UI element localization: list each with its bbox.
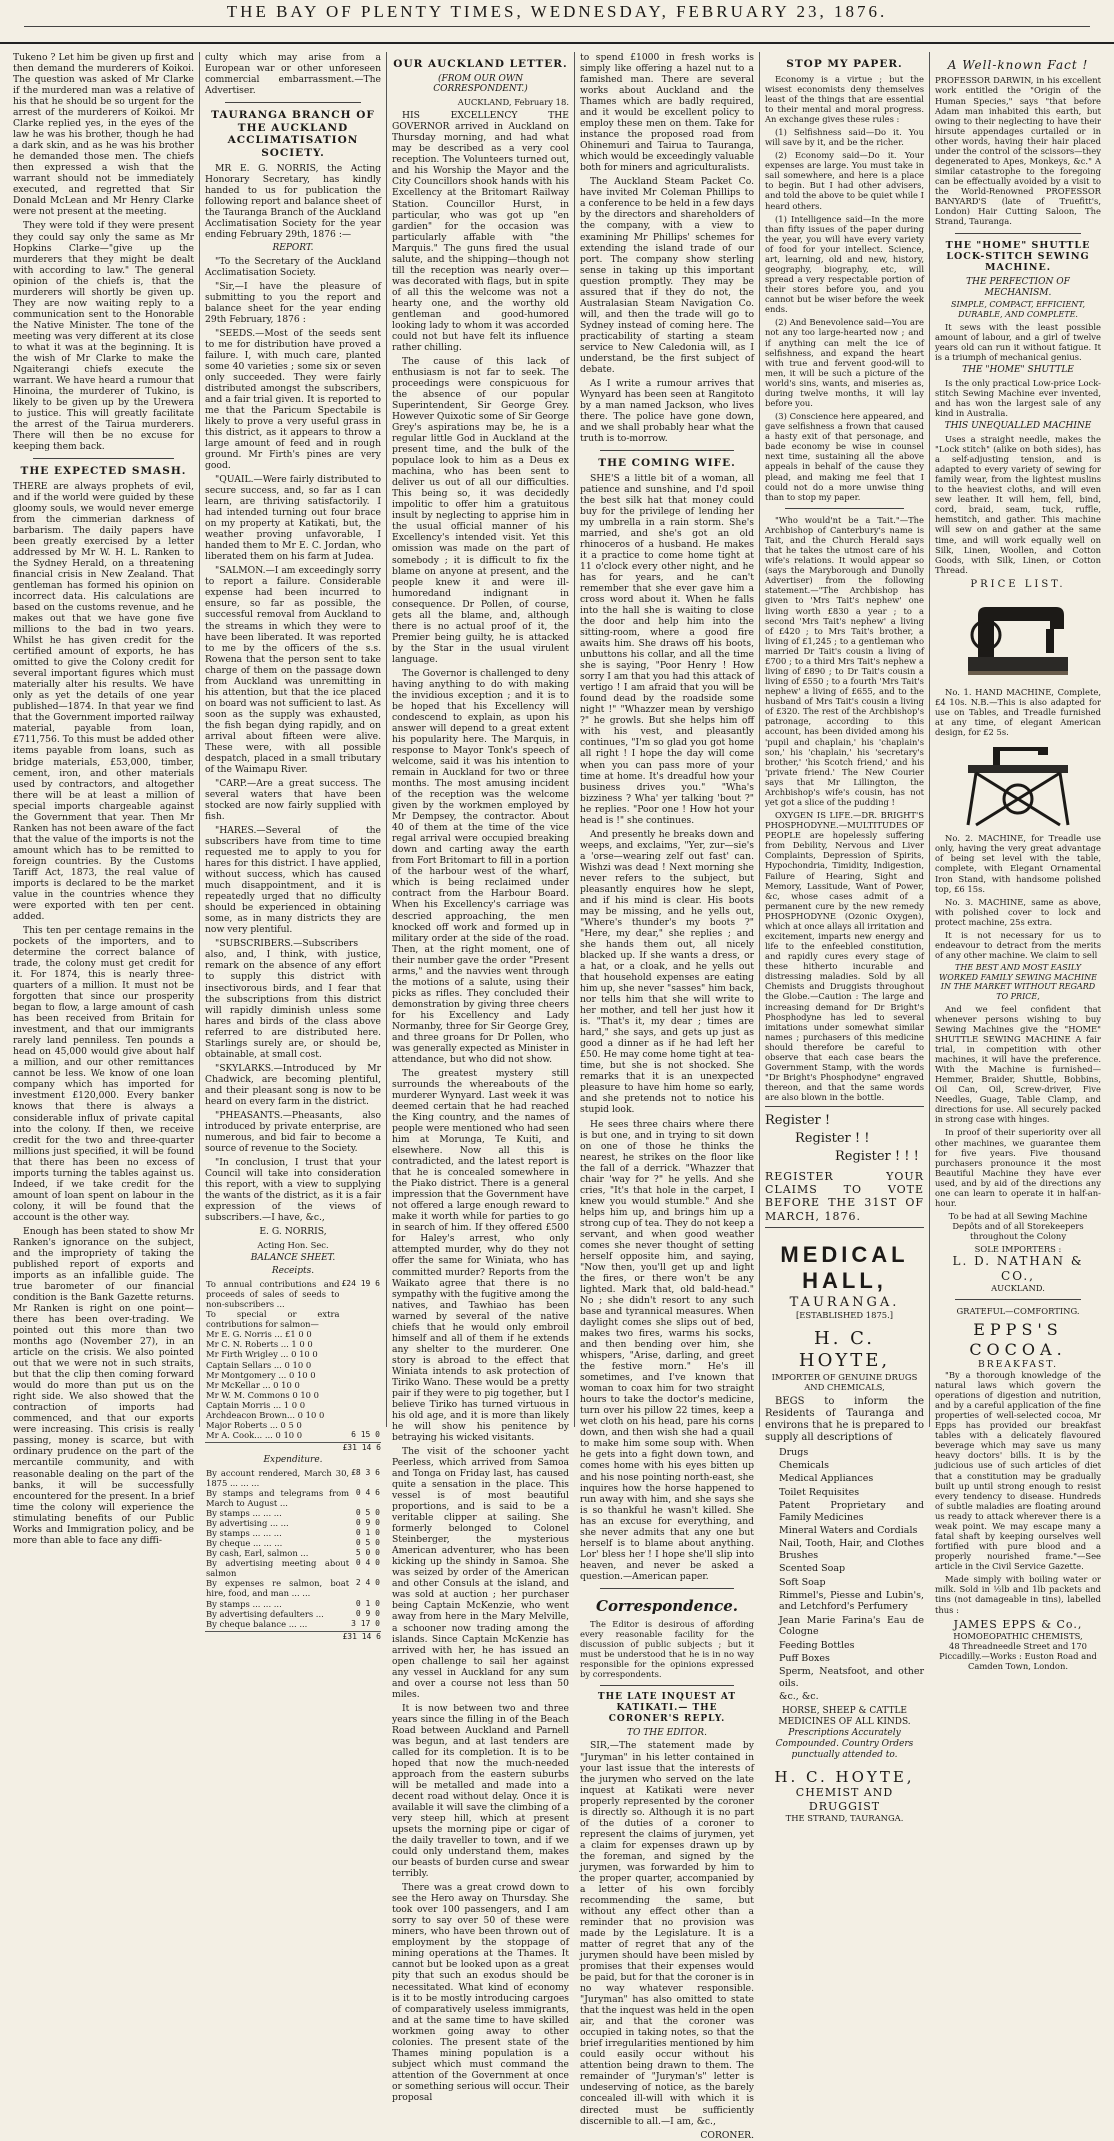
list-item: Rimmel's, Piesse and Lubin's, and Letchford's Perfumery — [779, 1589, 924, 1613]
table-row — [205, 1548, 381, 1558]
established-label: [ESTABLISHED 1875.] — [795, 1310, 894, 1321]
line-amount — [340, 1360, 381, 1370]
table-row — [205, 1380, 381, 1390]
table-row — [205, 1420, 381, 1430]
register-claims: REGISTER YOUR CLAIMS TO VOTE BEFORE THE 31ST OF MARCH, 1876. — [765, 1170, 924, 1223]
line-amount — [340, 1390, 381, 1400]
subheadline: THE PERFECTION OF MECHANISM. — [966, 276, 1070, 298]
breakfast-label: BREAKFAST. — [977, 1358, 1059, 1370]
line-item: By expenses re salmon, boat hire, food, and man ... ... — [206, 1578, 350, 1599]
homeopathic-label: HOMOEOPATHIC CHEMISTS, — [953, 1630, 1083, 1641]
table-row — [205, 1518, 381, 1528]
line-amount — [340, 1380, 381, 1390]
sole-importers-label: SOLE IMPORTERS : — [974, 1244, 1062, 1255]
divider — [600, 1588, 734, 1589]
table-row — [205, 1468, 381, 1488]
list-item: Sperm, Neatsfoot, and other oils. — [779, 1666, 924, 1689]
article-paragraph: "QUAIL.—Were fairly distributed to secure success, and, so far as I can learn, are thriving satisfactorily. I had intended turning out four brace on my property at Katikati, but, the weather proving unfavorable, I handed them to Mr E. C. Jordan, who liberated them on his farm at Judea. — [205, 474, 381, 563]
article-paragraph: Tukeno ? Let him be given up first and then demand the murderers of Koikoi. The question was asked of Mr Clarke if the murdered man was a relative of his that he should be so urgent for the arrest of the murderers of Koikoi. Mr Clarke replied yes, in the eyes of the law he was his brother, though he had a dark skin, and as he was his brother he demanded those men. The chiefs then expressed a wish that the warrant should not be immediately executed, and regretted that Sir Donald McLean and Mr Henry Clarke were not present at the meeting. — [13, 52, 194, 218]
line-item: By cash, Earl, salmon ... — [206, 1548, 309, 1559]
line-amount: 0 9 0 — [355, 1517, 380, 1527]
list-item: Jean Marie Farina's Eau de Cologne — [779, 1614, 924, 1638]
divider — [955, 233, 1081, 234]
table-row — [205, 1578, 381, 1598]
nathan-name: L. D. NATHAN & CO., — [952, 1254, 1084, 1283]
line-amount: 0 5 0 — [355, 1507, 380, 1517]
items-list — [765, 1447, 924, 1703]
line-amount: 3 17 0 — [351, 1618, 380, 1628]
divider — [225, 102, 361, 103]
article-paragraph: culty which may arise from a European war or other unforeseen commercial embarrassment.—The Advertiser. — [205, 52, 381, 97]
prescriptions-line: Prescriptions Accurately Compounded. Country Orders punctually attended to. — [775, 1728, 914, 1760]
line-item: Mr A. Cook... ... 0 10 0 — [206, 1430, 303, 1441]
article-paragraph: (2) And Benevolence said—You are not any too large-hearted now ; and if anything can melt the ice of selfishness, and expand the heart with true and fervent good-will to men, it will be such a picture of the world's sins, wants, and miseries as, during twelve months, it will lay before you. — [765, 317, 924, 409]
column-4 — [575, 52, 760, 2141]
column-2 — [200, 52, 387, 1641]
strand-address: THE STRAND, TAURANGA. — [785, 1812, 904, 1823]
article-paragraph: As I write a rumour arrives that Wynyard has been seen at Rangitoto by a man named Jackson, who lives there. The police have gone down, and we shall probably hear what the truth is to-morrow. — [580, 377, 754, 445]
line-item: By stamps and telegrams from March to August ... — [206, 1487, 350, 1508]
list-item: Toilet Requisites — [779, 1486, 860, 1498]
article-paragraph: "SEEDS.—Most of the seeds sent to me for distribution have proved a failure. I, with much care, planted some 40 varieties ; some six or seven only succeeded. They were fairly distributed amongst the subscribers, and a fair trial given. It is reported to me that the Paricum Spectabile is likely to prove a very useful grass in this district, as it appears to throw a large amount of feed and in rough ground. Mr Firth's pines are very good. — [205, 327, 381, 472]
expenditure-table — [205, 1468, 381, 1629]
table-row — [205, 1339, 381, 1349]
table-row — [205, 1279, 381, 1309]
article-paragraph: The visit of the schooner yacht Peerless, which arrived from Samoa and Tonga on Friday last, has caused quite a sensation in the place. This vessel is of most beautiful proportions, and is said to be a veritable clipper at sailing. She formerly belonged to Colonel Steinberger, the mysterious American adventurer, who has been kicking up the shindy in Samoa. She was seized by order of the American and other Consuls at the island, and was sold at auction ; her purchaser being Captain McKenzie, who went away from here in the Mary Melville, a schooner now trading among the islands. Since Captain McKenzie has arrived with her, he has issued an open challenge to sail her against any vessel in Auckland for any sum and over a course not less than 50 miles. — [392, 1446, 569, 1700]
article-paragraph: "PHEASANTS.—Pheasants, also introduced by private enterprise, are numerous, and bid fair to become a source of revenue to the Society. — [205, 1109, 381, 1154]
newspaper-page — [8, 52, 1106, 2141]
register-line-3: Register ! ! ! — [835, 1148, 919, 1164]
auckland-label: AUCKLAND. — [991, 1283, 1045, 1294]
table-row — [205, 1619, 381, 1629]
column-3 — [387, 52, 575, 2103]
line-item: By account rendered, March 30, 1875 ... ... ... — [206, 1467, 350, 1488]
table-row — [205, 1329, 381, 1339]
price-item-3: No. 3. MACHINE, same as above, with polished cover to lock and protect machine, 25s extra. — [935, 896, 1101, 927]
line-item: Mr McKellar ... 0 10 0 — [206, 1379, 300, 1390]
article-paragraph: Enough has been stated to show Mr Ranken's ignorance on the subject, and the impropriety of taking the published report of exports and imports as an infallible guide. The true barometer of our financial condition is the Bank Gazette returns. Mr Ranken is right on one point—there has been over-trading. We pointed out this more than two months ago (November 27), in an article on the crisis. We also pointed out that we were not in such straits, but that the clip then coming forward would do more than put us on the right side. We also showed that the contraction of imports had commenced, and that our exports were increasing. This crisis is really passing, money is scarce, but with ordinary prudence on the part of the mercantile community, and with reasonable dealing on the part of the banks, it will be successfully encountered for the present. In a brief time the colony will experience the stimulating benefits of our Public Works and Immigration policy, and be more than able to face any diffi- — [13, 1225, 194, 1546]
price-item-2: No. 2. MACHINE, for Treadle use only, having the very great advantage of being set level with the table, complete, with Elegant Ornamental Iron Stand, with handsome polished top, £6 15s. — [935, 833, 1101, 894]
line-item: Mr E. G. Norris ... £1 0 0 — [206, 1329, 312, 1340]
table-row — [205, 1410, 381, 1420]
article-paragraph: Economy is a virtue ; but the wisest economists deny themselves least of the things that are essential to their mental and moral progress. An exchange gives these rules : — [765, 73, 924, 124]
advert-paragraph: It sews with the least possible amount of labour, and a girl of twelve years old can run it without fatigue. It is a triumph of mechanical genius. — [935, 321, 1101, 362]
line-amount — [340, 1410, 381, 1420]
treadle-machine-icon — [935, 741, 1101, 829]
divider — [33, 458, 174, 459]
subheadline: (FROM OUR OWN CORRESPONDENT.) — [433, 73, 528, 95]
line-amount: 0 4 6 — [355, 1487, 380, 1497]
list-item: Drugs — [779, 1446, 809, 1458]
list-item: Patent Proprietary and Family Medicines — [779, 1500, 924, 1523]
article-paragraph: "CARP.—Are a great success. The several waters that have been stocked are now fairly supplied with fish. — [205, 777, 381, 823]
register-advert — [765, 1106, 924, 1223]
divider — [600, 1685, 734, 1686]
table-row — [205, 1599, 381, 1609]
article-paragraph: to spend £1000 in fresh works is simply like offering a hazel nut to a famished man. There are several works about Auckland and the Thames which are badly required, and it would be excellent policy to employ these men on them. Take for instance the proposed road from Ohinemuri and Tairua to Tauranga, which would be exceedingly valuable both for miners and agriculturalists. — [580, 52, 754, 174]
headline-inquest: THE LATE INQUEST AT KATIKATI.— THE CORONER'S REPLY. — [597, 1692, 737, 1724]
to-editor-label: TO THE EDITOR. — [627, 1727, 707, 1738]
line-item: Mr Montgomery ... 0 10 0 — [206, 1369, 316, 1380]
editor-note: The Editor is desirous of affording every reasonable facility for the discussion of public subjects ; but it must be understood that he is in no way responsible for the opinions expressed by correspondents. — [580, 1618, 754, 1680]
line-item: By stamps ... ... ... — [206, 1598, 282, 1609]
epps-address: 48 Threadneedle Street and 170 Piccadilly.—Works : Euston Road and Camden Town, London. — [939, 1640, 1097, 1672]
article-paragraph: It is now between two and three years since the filling in of the Beach Road between Auckland and Parnell was begun, and at last tenders are called for its completion. It is to be hoped that now the much-needed approach from the eastern suburbs will be metalled and made into a decent road without delay. Once it is available it will save the climbing of a very steep hill, which at present upsets the morning pipe or cigar of the daily traveller to town, and if we could only understand them, makes our beasts of burden curse and swear terribly. — [392, 1702, 569, 1880]
article-paragraph: The Auckland Steam Packet Co. have invited Mr Coleman Phillips to a conference to be held in a few days by the directors and shareholders of the company, with a view to examining Mr Phillips' schemes for extending the island trade of our port. The company show sterling sense in taking up this important question promptly. They may be assured that if they do not, the Australasian Steam Navigation Co. will, and then the trade will go to Sydney instead of coming here. The practicability of starting a steam service to New Caledonia will, as I understand, be the first subject of debate. — [580, 176, 754, 375]
list-item: Feeding Bottles — [779, 1639, 855, 1651]
hoyte-name: H. C. HOYTE, — [798, 1328, 891, 1371]
list-item: Puff Boxes — [779, 1652, 830, 1664]
headline-tauranga-branch: TAURANGA BRANCH OF THE AUCKLAND ACCLIMATISATION SOCIETY. — [211, 109, 375, 159]
letter-signoff: CORONER. — [700, 2129, 754, 2141]
chemist-line: CHEMIST AND DRUGGIST — [795, 1786, 894, 1813]
line-amount: 2 4 0 — [355, 1578, 380, 1588]
article-paragraph: (2) Economy said—Do it. Your expenses are large. You must take in sail somewhere, and here is a place to begin. But I had other advisers, and told the above to be quiet while I heard others. — [765, 150, 924, 211]
article-paragraph: (3) Conscience here appeared, and gave selfishness a frown that caused a hasty exit of that personage, and bade economy be wise in counsel next time, sustaining all the above appeals in behalf of the cause they plead, and making me feel that I could not do a more unwise thing than to stop my paper. — [765, 411, 924, 502]
article-paragraph: THERE are always prophets of evil, and if the world were guided by these gloomy souls, we would never emerge from the cimmerian darkness of barbarism. The daily papers have been greatly exercised by a letter addressed by Mr W. H. L. Ranken to the Sydney Herald, on a threatening financial crisis in New Zealand. That gentleman has formed his opinion on incorrect data. His calculations are based on the customs revenue, and he makes out that we have gone five millions to the bad in two years. Whilst he has given credit for the certified amount of exports, he has omitted to give the Colony credit for several important figures which must materially alter his results. We have only as yet the details of one year published—1874. In that year we find that the Government imported railway material, payable from loan, £711,756. To this must be added other items payable from loans, such as bridge materials, £53,000, timber, cement, iron, and other materials used by contractors, and altogether there will be at least a million of special imports chargeable against the Government that year. Then Mr Ranken has not been aware of the fact that the value of the imports is not the amount which has to be remitted to foreign countries. By the Customs Tariff Act, 1873, the real value of imports is declared to be the market value in the countries whence they were exported with ten per cent. added. — [13, 480, 194, 922]
receipts-total: £31 14 6 — [205, 1442, 381, 1453]
line-item: To annual contributions and proceeds of sales of seeds to non-subscribers ... — [206, 1278, 340, 1310]
article-paragraph: They were told if they were present they could say only the same as Mr Hopkins Clarke—"give up the murderers that they might be dealt with according to law." The general opinion of the chiefs is, that the murderers will shortly be given up. They are now waiting reply to a communication sent to the Honorable the Native Minister. The tone of the meeting was very different at its close to what it was at the beginning. It is the wish of Mr Clarke to make the Ngaiterangi chiefs execute the warrant. We have heard a rumour that Hinoina, the murderer of Tukino, is likely to be given up by the Urewera to justice. This will greatly facilitate the arrest of the Tairua murderers. There will then be no excuse for keeping them back. — [13, 220, 194, 453]
importer-line: IMPORTER OF GENUINE DRUGS AND CHEMICALS, — [771, 1371, 918, 1392]
medical-hall-advert — [765, 1227, 924, 1823]
article-paragraph: "SUBSCRIBERS.—Subscribers also, and, I think, with justice, remark on the absence of any effort to supply this district with insectivorous birds, and I fear that the subscriptions from this district will rapidly diminish unless some hares and birds of the class above referred to are distributed here. Starlings surely are, or should be, obtainable, at small cost. — [205, 938, 381, 1060]
line-amount: £24 19 6 — [341, 1278, 380, 1288]
table-row — [205, 1360, 381, 1370]
subheadline: SIMPLE, COMPACT, EFFICIENT, DURABLE, AND COMPLETE. — [950, 300, 1086, 319]
line-item: Mr W. M. Commons 0 10 0 — [206, 1389, 319, 1400]
line-item: By cheque ... ... ... — [206, 1538, 283, 1549]
article-paragraph: "SALMON.—I am exceedingly sorry to report a failure. Considerable expense had been incurred to ensure, so far as possible, the successful removal from Auckland to the streams in which they were to have been liberated. It was reported to me by the officers of the s.s. Rowena that the person sent to take charge of them on the passage down from Auckland was unremitting in his attention, but that the ice placed on board was not sufficient to last. As soon as the supply was exhausted, the fish began dying rapidly, and on arrival about fifteen were alive. These were, with all possible despatch, placed in a small tributary of the Waimapu River. — [205, 565, 381, 775]
line-item: By cheque balance ... ... — [206, 1618, 308, 1629]
line-amount: 0 5 0 — [355, 1538, 380, 1548]
divider — [600, 450, 734, 451]
hoyte-name-2: H. C. HOYTE, — [774, 1768, 915, 1787]
headline-well-known-fact: A Well-known Fact ! — [947, 58, 1089, 72]
line-amount: 5 0 0 — [355, 1548, 380, 1558]
subheadline: THE "HOME" SHUTTLE — [962, 364, 1074, 375]
best-machine-line: THE BEST AND MOST EASILY WORKED FAMILY SEWING MACHINE IN THE MARKET WITHOUT REGARD TO PRICE, — [939, 963, 1097, 1001]
headline-stop-my-paper: STOP MY PAPER. — [786, 58, 903, 70]
article-paragraph: "To the Secretary of the Auckland Acclimatisation Society. — [205, 255, 381, 278]
article-paragraph: The greatest mystery still surrounds the whereabouts of the murderer Wynyard. Last week it was deemed certain that he had reached the King country, and the names of people were mentioned who had seen him at Morunga, Te Kuiti, and elsewhere. Now all this is contradicted, and the latest report is that he is concealed somewhere in the Piako district. There is a general impression that the Government have not offered a large enough reward to make it worth while for parties to go in search of him. If they offered £500 for Haley's arrest, who only attempted murder, why do they not offer the same for Winiata, who has committed murder? Reports from the Waikato agree that there is no sympathy with the fugitive among the natives, and Tawhiao has been warned by several of the native chiefs that he would only embroil himself and all of them if he extends any shelter to the murderer. One story is abroad to the effect that Winiata intends to ask protection of Tiriko Wano. These would be a pretty pair if they were to pig together, but I believe Tiriko has turned virtuous in his old age, and it is more than likely he will show his penitence by betraying his wicked visitants. — [392, 1067, 569, 1443]
agents-line: To be had at all Sewing Machine Depôts and of all Storekeepers throughout the Colony — [948, 1211, 1088, 1242]
table-row — [205, 1349, 381, 1359]
line-amount: 0 1 0 — [355, 1598, 380, 1608]
headline-expected-smash: THE EXPECTED SMASH. — [20, 465, 187, 478]
article-paragraph: SIR,—The statement made by "Juryman" in his letter contained in your last issue that the interests of the jurymen who served on the late inquest at Katikati were never properly represented by the coroner is directly so. Although it is no part of the duties of a coroner to represent the claims of jurymen, yet a claim for expenses drawn up by the foreman, and signed by the jurymen, was forwarded by him to the proper quarter, accompanied by a letter of his own forcibly recommending the same, but without any effect other than a reminder that no provision was made by the Legislature. It is a matter of regret that any of the jurymen should have been misled by promises that their expenses would be paid, but for that the coroner is in no way whatever responsible. "Juryman" has also omitted to state that the inquest was held in the open air, and that the coroner was occupied in taking notes, so that the brief irregularities mentioned by him could easily occur without his attention being drawn to them. The remainder of "Juryman's" letter is undeserving of notice, as the barely concealed ill-will with which it is directed must be sufficiently discernible to all.—I am, &c., — [580, 1740, 754, 2127]
list-item: Mineral Waters and Cordials — [779, 1525, 918, 1536]
newspaper-title: THE BAY OF PLENTY TIMES, WEDNESDAY, FEBRUARY 23, 1876. — [0, 2, 1114, 27]
table-row — [205, 1370, 381, 1380]
epps-company-name: JAMES EPPS & Co., — [953, 1617, 1083, 1631]
advert-paragraph: In proof of their superiority over all other machines, we guarantee them for five years. Five thousand purchasers pronounce it the most Beautiful Machine they have ever used, and by aid of the directions any one can learn to operate it in half-an-hour. — [935, 1127, 1101, 1209]
table-row — [205, 1488, 381, 1508]
article-paragraph: The Governor is challenged to deny having anything to do with making the invidious exception ; and it is to be hoped that his Excellency will condescend to explain, as upon his answer will depend to a great extent his popularity here. The Marquis, in response to Mayor Tonk's speech of welcome, said it was his intention to remain in Auckland for two or three months. The most amusing incident of the reception was the welcome given by the workmen employed by Mr Dempsey, the contractor. About 40 of them at the time of the vice regal arrival were occupied breaking down and carting away the earth from Fort Britomart to fill in a portion of the harbour west of the wharf, which is being reclaimed under contract from the Harbour Board. When his Excellency's carriage was descried approaching, the men knocked off work and formed up in military order at the side of the road. Then, at the right moment, one of their number gave the order "Present arms," and the navvies went through the motions of a salute, using their picks as rifles. They concluded their demonstration by giving three cheers for his Excellency and Lady Normanby, three for Sir George Grey, and three groans for Dr Pollen, who was generally expected as Minister in attendance, but who did not show. — [392, 667, 569, 1065]
article-paragraph: "Who would'nt be a Tait."—The Archbishop of Canterbury's name is Tait, and the Church Herald says that he takes the utmost care of his wife's relations. It would appear so (says the Maryborough and Dunolly Advertiser) from the following statement.—"The Archbishop has given to 'Mrs Tait's nephew' one living worth £830 a year ; to a second 'Mrs Tait's nephew' a living of £420 ; to Mrs Tait's brother, a living of £1,245 ; to a gentleman who married Dr Tait's cousin a living of £700 ; to a third Mrs Tait's nephew a living of £890 ; to Dr Tait's cousin a living of £550 ; to a fourth 'Mrs Tait's nephew' a living of £655, and to the husband of Mrs Tait's cousin a living of £320. The rest of the Archbishop's patronage, according to this account, has been divided among his 'pupil and chaplain,' his 'chaplain's son,' his 'chaplain,' his 'secretary's brother,' 'his Scotch friend,' and his 'private friend.' The New Courier says that Mr Lillington, the Archbishop's wife's cousin, has not yet got a slice of the pudding ! — [765, 514, 924, 807]
advert-paragraph: Made simply with boiling water or milk. Sold in ½lb and 1lb packets and tins (not damageable in tins), labelled thus : — [935, 1574, 1101, 1615]
dateline: AUCKLAND, February 18. — [457, 97, 569, 108]
line-amount: £8 3 6 — [351, 1467, 380, 1477]
divider — [785, 508, 904, 509]
subheadline: THIS UNEQUALLED MACHINE — [944, 420, 1092, 431]
article-paragraph: "Sir,—I have the pleasure of submitting to you the report and balance sheet for the year ending 29th February, 1876 : — [205, 280, 381, 325]
line-item: Captain Morris ... 1 0 0 — [206, 1399, 306, 1410]
line-item: Archdeacon Brown... 0 10 0 — [206, 1409, 325, 1420]
table-row — [205, 1309, 381, 1329]
line-amount — [340, 1329, 381, 1339]
medical-hall-title: MEDICAL HALL, — [780, 1241, 909, 1294]
line-amount — [340, 1370, 381, 1380]
article-paragraph: This ten per centage remains in the pockets of the importers, and to determine the correct balance of trade, the colony must get credit for it. For 1874, this is nearly three-quarters of a million. It must not be forgotten that since our prosperity began to flow, a large amount of cash has been received from Britain for investment, and that our immigrants rarely land penniless. Ten pounds a head on 45,000 would give about half a million, and our other remittances cannot be less. We know of one loan company which has imported for investment £120,000. Every banker knows that there is always a considerable influx of private capital into the colony. If then, we receive credit for the two and three-quarter millions just specified, it will be found that there has been no excess of imports turning the tables against us. Indeed, if we take credit for the amount of loan spent on labour in the colony, it will be found that the account is the other way. — [13, 924, 194, 1223]
sewing-machine-icon — [935, 595, 1101, 683]
register-line-2: Register ! ! — [795, 1130, 870, 1146]
expenditure-total: £31 14 6 — [205, 1631, 381, 1642]
table-row — [205, 1528, 381, 1538]
article-paragraph: (1) Selfishness said—Do it. You will save by it, and be the richer. — [765, 126, 924, 148]
tauranga-label: TAURANGA. — [789, 1294, 900, 1310]
masthead — [0, 0, 1114, 44]
column-6 — [930, 52, 1106, 1672]
article-paragraph: He sees three chairs where there is but one, and in trying to sit down on one of those he thinks the nearest, he strikes on the floor like the fall of a derrick. "Whazzer that chair 'way for ?" he yells. And she cries, "It's that hole in the carpet, I knew you would stumble." And she helps him up, and brings him up a strong cup of tea. They do not keep a servant, and when good weather comes she never thought of setting herself opposite him, and saying, "Now then, you'll get up and light the fires, or there won't be any lighted. Mark that, old bald-head." No ; she didn't resort to any such base and tyrannical measures. When daylight comes she slips out of bed, makes two fires, warms his socks, and then bending over him, she whispers, "Arise, darling, and greet the festive morn." He's ill sometimes, and I've known that woman to coax him for two straight hours to take the doctor's medicine, turn over his pillow 22 times, keep a wet cloth on his head, pare his corns down, and then wish she had a quail to make him some soup with. When he gets into a fight down town, and comes home with his eyes bitten up and his nose pointing north-east, she inquires how the horse happened to run away with him, and she says she is so thankful he wasn't killed. She has an excuse for everything, and she never admits that any one but herself is to blame about anything. Lor' bless her ! I hope she'll slip into heaven, and never be asked a question.—American paper. — [580, 1118, 754, 1582]
table-row — [205, 1609, 381, 1619]
article-paragraph: HIS EXCELLENCY THE GOVERNOR arrived in Auckland on Thursday morning, and had what may be described as a very cool reception. The Volunteers turned out, and his Worship the Mayor and the City Councillors shook hands with his Excellency at the Britomart Railway Station. Councillor Hurst, in particular, who was got up "en gardien" for the occasion was particularly affable with "the Marquis." The guns fired the usual salute, and the shipping—though not till the reception was nearly over—was decorated with flags, but in spite of all this the welcome was not a hearty one, and the worthy old gentleman and good-humored looking lady to whom it was accorded could not but have felt its influence rather chilling. — [392, 110, 569, 353]
line-item: Mr Firth Wrigley ... 0 10 0 — [206, 1349, 318, 1360]
correspondence-heading: Correspondence. — [596, 1596, 738, 1615]
line-item: By advertising defaulters ... — [206, 1608, 324, 1619]
line-amount — [340, 1349, 381, 1359]
column-1 — [8, 52, 200, 1546]
list-item: Nail, Tooth, Hair, and Clothes Brushes — [779, 1538, 924, 1561]
headline-coming-wife: THE COMING WIFE. — [598, 457, 736, 470]
line-amount — [340, 1309, 381, 1329]
signature-title: Acting Hon. Sec. — [257, 1240, 329, 1251]
table-row — [205, 1390, 381, 1400]
headline-auckland-letter: OUR AUCKLAND LETTER. — [393, 58, 568, 70]
receipts-label: Receipts. — [271, 1266, 315, 1277]
signature: E. G. NORRIS, — [259, 1226, 327, 1238]
price-list-title: PRICE LIST. — [970, 578, 1066, 590]
line-item: To special or extra contributions for salmon— — [206, 1309, 340, 1330]
line-item: Mr C. N. Roberts ... 1 0 0 — [206, 1339, 313, 1350]
line-item: By advertising meeting about salmon — [206, 1558, 350, 1579]
table-row — [205, 1538, 381, 1548]
advert-paragraph: And we feel confident that whenever persons wishing to buy Sewing Machines give the "HOME" SHUTTLE SEWING MACHINE A fair trial, in competition with other machines, it will have the preference. With the Machine is furnished—Hemmer, Braider, Shuttle, Bobbins, Oil Can, Oil, Screw-driver, Five Needles, Guage, Table Clamp, and directions for use. All securely packed in strong case with hinges. — [935, 1003, 1101, 1125]
price-item-1: No. 1. HAND MACHINE, Complete, £4 10s. N.B.—This is also adapted for use on Tables, and Treadle furnished at any time, of elegant American design, for £2 5s. — [935, 686, 1101, 738]
line-amount — [340, 1420, 381, 1430]
line-item: Captain Sellars ... 0 10 0 — [206, 1359, 312, 1370]
receipts-table — [205, 1279, 381, 1440]
table-row — [205, 1508, 381, 1518]
line-amount — [340, 1339, 381, 1349]
horse-medicines: HORSE, SHEEP & CATTLE MEDICINES OF ALL KINDS. — [778, 1706, 911, 1728]
register-line-1: Register ! — [765, 1113, 831, 1129]
advert-paragraph: Is the only practical Low-price Lock-stitch Sewing Machine ever invented, and has won the largest sale of any kind in Australia. — [935, 377, 1101, 418]
list-item: &c., &c. — [779, 1691, 819, 1703]
list-item: Scented Soap — [779, 1563, 846, 1575]
list-item: Soft Soap — [779, 1576, 826, 1588]
advert-paragraph: OXYGEN IS LIFE.—DR. BRIGHT'S PHOSPHODYNE.—MULTITUDES OF PEOPLE are hopelessly suffering from Debility, Nervous and Liver Complaints, Depression of Spirits, Hypochondria, Timidity, Indigestion, Failure of Hearing, Sight and Memory, Lassitude, Want of Power, &c, whose cases admit of a permanent cure by the new remedy PHOSPHODYNE (Ozonic Oxygen), which at once allays all irritation and excitement, imparts new energy and life to the enfeebled constitution, and rapidly cures every stage of these hitherto incurable and distressing maladies. Sold by all Chemists and Druggists throughout the Globe.—Caution : The large and increasing demand for Dr Bright's Phosphodyne has led to several imitations under somewhat similar names ; purchasers of this medicine should therefore be careful to observe that each case bears the Government Stamp, with the words "Dr Bright's Phosphodyne" engraved thereon, and that the same words are also blown in the bottle. — [765, 810, 924, 1103]
article-paragraph: And presently he breaks down and weeps, and exclaims, "Yer, zur—sie's a 'orse—wearing zelf out fast' can. Wishzi was dead ! Next morning she never refers to the subject, but pleasantly enquires how he slept, and if his mind is clear. His boots may be missing, and he yells out, "Where's thunder's my boots ?" "Here, my dear," she replies ; and she hands them out, all nicely blacked up. If she wants a dress, or a hat, or a cloak, and he yells out that household expenses are eating him up, she never "sasses" him back, nor tells him that she will write to her mother, and tell her just how it is. "That's it, my dear ; times are hard," she says, and gets up just as good a dinner as if he had left her £50. He may come home tight at tea-time, but she is not shocked. She remarks that it is an unexpected pleasure to have him home so early, and she pretends not to notice his stupid look. — [580, 828, 754, 1116]
balance-sheet-label: BALANCE SHEET. — [250, 1253, 336, 1264]
advert-paragraph: Uses a straight needle, makes the "Lock stitch" (alike on both sides), has a self-adjusting tension, and is adapted to every variety of sewing for family wear, from the lightest muslins to the heaviest cloths, and will even sew leather. It will hem, fell, bind, cord, braid, seam, tuck, ruffle, hemstitch, and gather. This machine will sew on and gather at the same time, and will work equally well on Silk, Linen, Woollen, and Cotton Goods, with Silk, Linen, or Cotton Thread. — [935, 433, 1101, 575]
line-item: Major Roberts ... 0 5 0 — [206, 1419, 302, 1430]
article-paragraph: (1) Intelligence said—In the more than fifty issues of the paper during the year, you will have every variety of food for your intellect. Science, art, learning, old and new, history, geography, biography, etc, will spread a very respectable portion of their stores before you, and you cannot but be wiser before the week ends. — [765, 213, 924, 315]
advert-paragraph: It is not necessary for us to endeavour to detract from the merits of any other machine. We claim to sell — [935, 929, 1101, 961]
line-amount: 0 9 0 — [355, 1608, 380, 1618]
headline-home-shuttle: THE "HOME" SHUTTLE LOCK-STITCH SEWING MACHINE. — [945, 239, 1091, 274]
epps-cocoa-title: EPPS'S COCOA. — [969, 1320, 1067, 1359]
line-amount: 6 15 0 — [351, 1430, 380, 1440]
grateful-label: GRATEFUL—COMFORTING. — [956, 1306, 1080, 1317]
article-paragraph: There was a great crowd down to see the Hero away on Thursday. She took over 100 passengers, and I am sorry to say over 50 of these were miners, who have been thrown out of employment by the stoppage of mining operations at the Thames. It cannot but be looked upon as a great pity that such an exodus should be necessitated. What kind of economy is it to be mostly introducing cargoes of comparatively useless immigrants, and at the same time to have skilled workmen going away to other colonies. The present state of the Thames mining population is a subject which must command the attention of the Government at once or something serious will occur. Their proposal — [392, 1882, 569, 2103]
line-amount: 0 4 0 — [355, 1558, 380, 1568]
expenditure-label: Expenditure. — [263, 1454, 323, 1465]
list-item: Chemicals — [779, 1460, 829, 1472]
advert-paragraph: "By a thorough knowledge of the natural laws which govern the operations of digestion and nutrition, and by a careful application of the fine properties of well-selected cocoa, Mr Epps has provided our breakfast tables with a delicately flavoured beverage which may save us many heavy doctors' bills. It is by the judicious use of such articles of diet that a constitution may be gradually built up until strong enough to resist every tendency to disease. Hundreds of subtle maladies are floating around us ready to attack wherever there is a weak point. We may escape many a fatal shaft by keeping ourselves well fortified with pure blood and a properly nourished frame."—See article in the Civil Service Gazette. — [935, 1369, 1101, 1572]
table-row — [205, 1430, 381, 1440]
line-item: By advertising ... ... — [206, 1517, 289, 1528]
article-paragraph: MR E. G. NORRIS, the Acting Honorary Secretary, has kindly handed to us for publication the following report and balance sheet of the Tauranga Branch of the Auckland Acclimatisation Society for the year ending February 29th, 1876 :— — [205, 162, 381, 240]
advert-paragraph: PROFESSOR DARWIN, in his excellent work entitled the "Origin of the Human Species," says "that before Adam man inhabited this earth, but owing to their neglecting to have their hirsute appendages curtailed or in other words, having their hair placed under the control of the scissors—they degenerated to Apes, Monkeys, &c." A similar catastrophe to the foregoing can be effectually avoided by a visit to the World-Renowned PROFESSOR BANYARD'S (late of Truefitt's, London) Hair Cutting Saloon, The Strand, Tauranga. — [935, 75, 1101, 227]
report-label: REPORT. — [272, 242, 314, 253]
table-row — [205, 1400, 381, 1410]
line-item: By stamps ... ... ... — [206, 1527, 282, 1538]
begs-paragraph: BEGS to inform the Residents of Tauranga and environs that he is prepared to supply all descriptions of — [765, 1395, 924, 1443]
column-5 — [760, 52, 930, 1823]
table-row — [205, 1558, 381, 1578]
article-paragraph: "SKYLARKS.—Introduced by Mr Chadwick, are becoming plentiful, and their pleasant song is now to be heard on every farm in the district. — [205, 1062, 381, 1107]
article-paragraph: "HARES.—Several of the subscribers have from time to time requested me to apply to you for hares for this district. I have applied, without success, which has caused much disappointment, and it is repeatedly urged that no difficulty should be experienced in obtaining some, as in many districts they are now very plentiful. — [205, 825, 381, 936]
article-paragraph: The cause of this lack of enthusiasm is not far to seek. The proceedings were conspicuous for the absence of our popular Superintendent, Sir George Grey. However Quixotic some of Sir George Grey's aspirations may be, he is a regular little God in Auckland at the present time, and the bulk of the populace look to him as a Deus ex machina, who has been sent to deliver us out of all our difficulties. This being so, it was decidedly impolitic to offer him a gratuitous insult by neglecting to apprise him in the usual official manner of his Excellency's intended visit. Yet this omission was made on the part of somebody ; it is difficult to fix the blame on anyone at present, and the people knew it and were ill-humoredand indignant in consequence. Dr Pollen, of course, gets all the blame, and, although there is no actual proof of it, the Premier being guilty, he is attacked by the Star in the usual virulent language. — [392, 355, 569, 665]
article-paragraph: SHE'S a little bit of a woman, all patience and sunshine, and I'd spoil the best silk hat that money could buy for the privilege of lending her my umbrella in a rain storm. She's married, and she's got an old rhinoceros of a husband. He makes it a practice to come home tight at 11 o'clock every other night, and he has for years, and he can't remember that she ever gave him a cross word about it. When he falls into the hall she is waiting to close the door and help him into the sitting-room, where a good fire awaits him. She draws off his boots, unbuttons his collar, and all the time she is saying, "Poor Henry ! How sorry I am that you had this attack of vertigo ! I am afraid that you will be found dead by the roadside some night !" "Whazzer mean by vershigo ?" he growls. But she helps him off with his vest, and pleasantly continues, "I'm so glad you got home all right ! I hope the day will come when you can pass more of your time at home. It's dreadful how your business drives you." "Wha's bizziness ? Wha' yer talking 'bout ?" he replies. "Poor one ! How hot your head is !" she continues. — [580, 472, 754, 826]
line-item: By stamps ... ... ... — [206, 1507, 282, 1518]
divider — [955, 1299, 1081, 1300]
line-amount — [340, 1400, 381, 1410]
line-amount: 0 1 0 — [355, 1527, 380, 1537]
article-paragraph: "In conclusion, I trust that your Council will take into consideration this report, with a view to supplying the wants of the district, as it is a fair expression of the views of subscribers.—I have, &c., — [205, 1156, 381, 1224]
list-item: Medical Appliances — [779, 1473, 874, 1485]
